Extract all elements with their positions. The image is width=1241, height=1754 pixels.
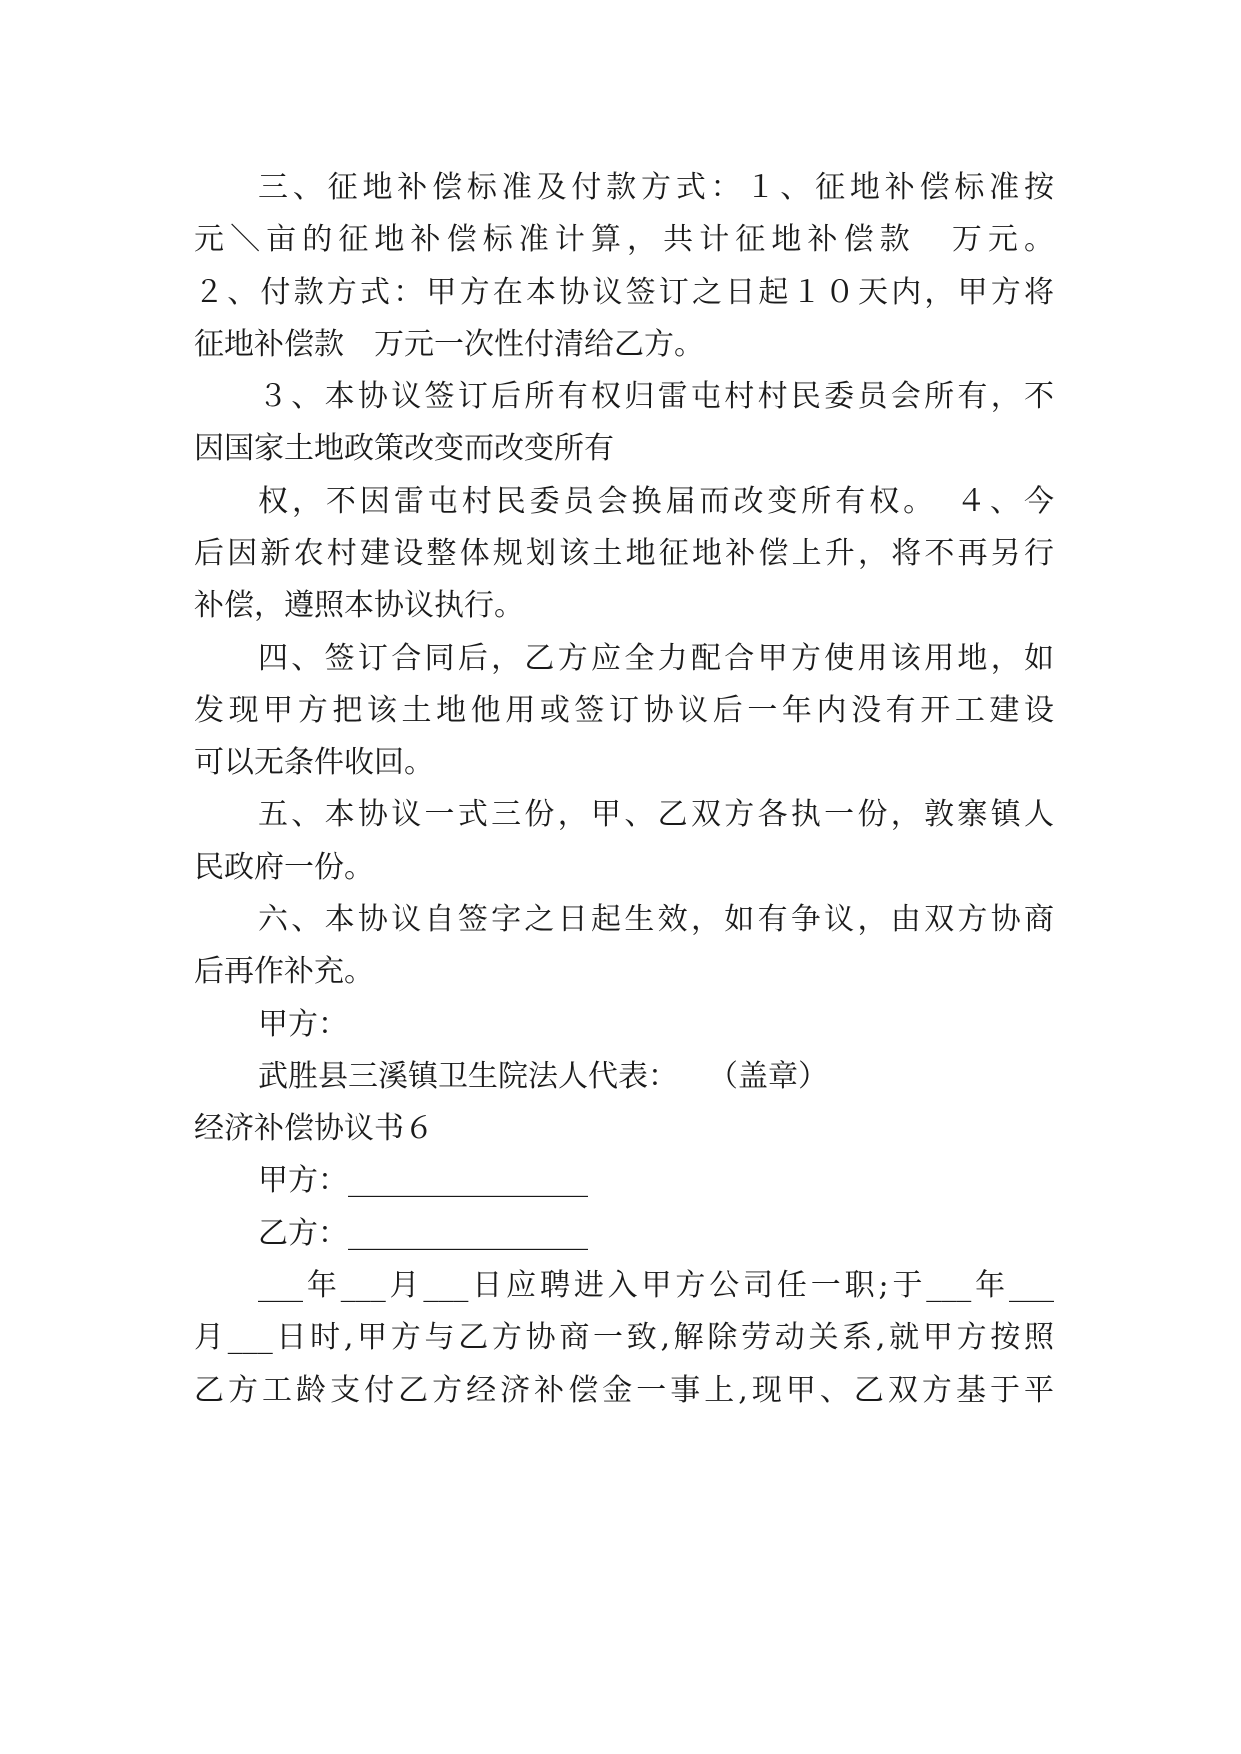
paragraph-line: ３、本协议签订后所有权归雷屯村村民委员会所有，不 bbox=[258, 379, 1054, 414]
paragraph-line: 元＼亩的征地补偿标准计算，共计征地补偿款 万元。 bbox=[194, 222, 1054, 257]
paragraph-line: 月___日时,甲方与乙方协商一致,解除劳动关系,就甲方按照 bbox=[194, 1320, 1054, 1355]
paragraph-line: 权，不因雷屯村民委员会换届而改变所有权。 ４、今 bbox=[258, 484, 1054, 519]
paragraph-line: 补偿，遵照本协议执行。 bbox=[194, 588, 524, 623]
paragraph-line: 六、本协议自签字之日起生效，如有争议，由双方协商 bbox=[258, 902, 1054, 937]
party-a-field: 甲方：________________ bbox=[258, 1163, 588, 1198]
paragraph-line: 后再作补充。 bbox=[194, 954, 374, 989]
paragraph-line: 五、本协议一式三份，甲、乙双方各执一份，敦寨镇人 bbox=[258, 797, 1054, 832]
paragraph-line: 民政府一份。 bbox=[194, 850, 374, 885]
signature-line: 武胜县三溪镇卫生院法人代表： （盖章） bbox=[258, 1059, 828, 1094]
paragraph-line: 三、征地补偿标准及付款方式：１、征地补偿标准按 bbox=[258, 170, 1054, 205]
paragraph-line: 因国家土地政策改变而改变所有 bbox=[194, 431, 614, 466]
paragraph-line: 可以无条件收回。 bbox=[194, 745, 434, 780]
paragraph-line: ２、付款方式：甲方在本协议签订之日起１０天内，甲方将 bbox=[194, 275, 1054, 310]
paragraph-line: 四、签订合同后，乙方应全力配合甲方使用该用地，如 bbox=[258, 641, 1054, 676]
party-a-label: 甲方： bbox=[258, 1007, 348, 1042]
party-b-field: 乙方：________________ bbox=[258, 1216, 588, 1251]
paragraph-line: ___年___月___日应聘进入甲方公司任一职;于___年___ bbox=[258, 1268, 1054, 1303]
paragraph-line: 乙方工龄支付乙方经济补偿金一事上,现甲、乙双方基于平 bbox=[194, 1373, 1054, 1408]
paragraph-line: 发现甲方把该土地他用或签订协议后一年内没有开工建设 bbox=[194, 693, 1054, 728]
section-title: 经济补偿协议书６ bbox=[194, 1111, 434, 1146]
paragraph-line: 后因新农村建设整体规划该土地征地补偿上升，将不再另行 bbox=[194, 536, 1054, 571]
paragraph-line: 征地补偿款 万元一次性付清给乙方。 bbox=[194, 327, 704, 362]
